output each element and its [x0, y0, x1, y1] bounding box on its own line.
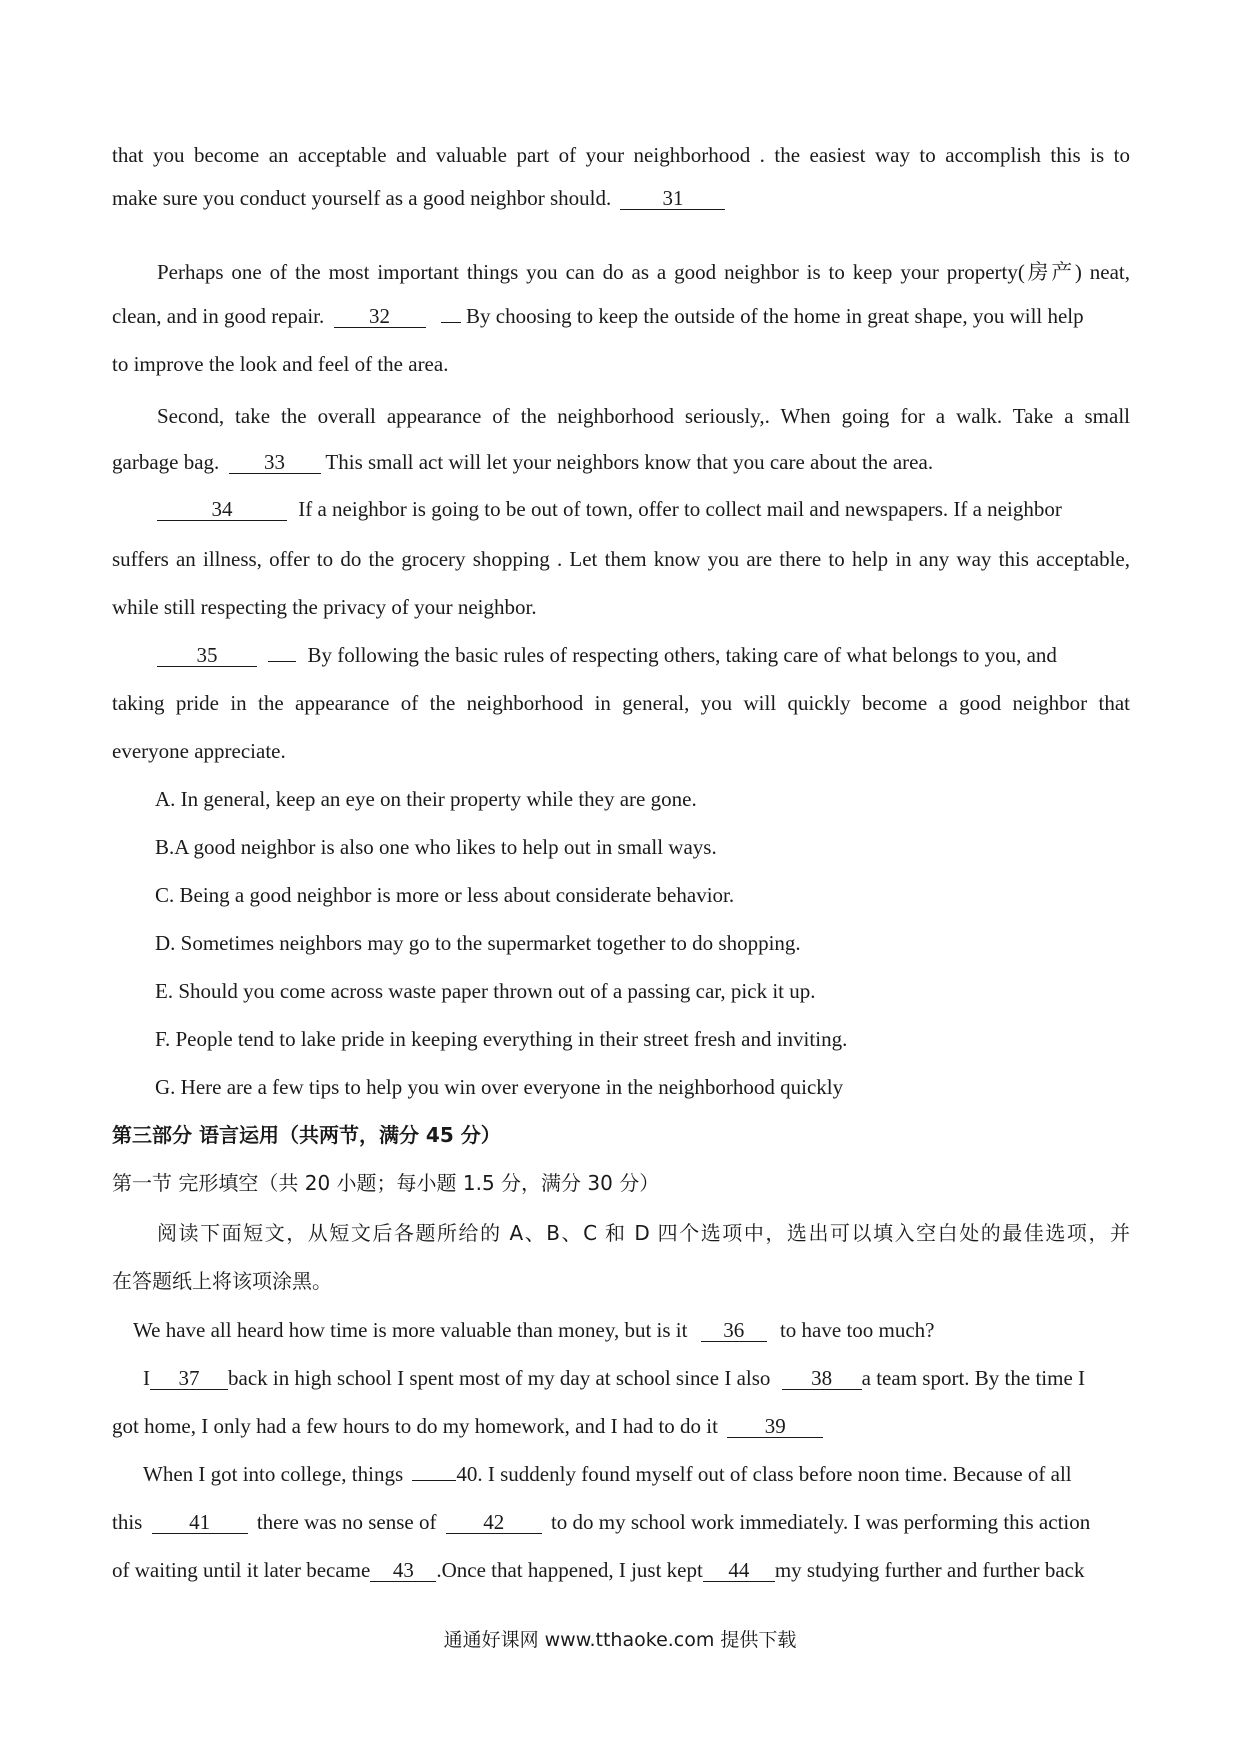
answer-blank-44: 44 [703, 1559, 775, 1582]
passage-line: everyone appreciate. [112, 739, 286, 763]
passage-line: to improve the look and feel of the area. [112, 352, 449, 376]
cloze-text: got home, I only had a few hours to do my homework, and I had to do it [112, 1414, 718, 1438]
cloze-line [112, 1508, 1130, 1536]
instructions-line: 阅读下面短文，从短文后各题所给的 A、B、C 和 D 四个选项中，选出可以填入空白处的最佳选项，并 [157, 1221, 1130, 1245]
passage-line [112, 448, 933, 476]
option-e: E. Should you come across waste paper thrown out of a passing car, pick it up. [155, 979, 816, 1003]
option-b: B.A good neighbor is also one who likes to help out in small ways. [155, 835, 717, 859]
cloze-text: my studying further and further back [774, 1558, 1085, 1582]
cloze-line [133, 1316, 935, 1344]
answer-blank-43: 43 [370, 1559, 436, 1582]
answer-blank-tail [441, 322, 461, 323]
cloze-line [112, 1412, 823, 1440]
part-heading: 第三部分 语言运用（共两节，满分 45 分） [112, 1123, 501, 1147]
option-g: G. Here are a few tips to help you win over everyone in the neighborhood quickly [155, 1075, 844, 1099]
answer-blank-tail [268, 661, 296, 662]
cloze-line [143, 1460, 1130, 1488]
cloze-text: We have all heard how time is more valuable than money, but is it [133, 1318, 688, 1342]
cloze-text: I [143, 1366, 150, 1390]
cloze-text: When I got into college, things [143, 1462, 404, 1486]
passage-line: that you become an acceptable and valuable part of your neighborhood . the easiest way to accomplish this is to [112, 143, 1130, 167]
answer-blank-38: 38 [782, 1367, 862, 1390]
answer-blank-39: 39 [727, 1415, 823, 1438]
answer-blank-34: 34 [157, 498, 287, 521]
passage-line: taking pride in the appearance of the neighborhood in general, you will quickly become a good neighbor that [112, 691, 1130, 715]
passage-text: make sure you conduct yourself as a good neighbor should. [112, 186, 612, 210]
option-c: C. Being a good neighbor is more or less about considerate behavior. [155, 883, 735, 907]
answer-blank-40 [412, 1480, 456, 1481]
answer-blank-35: 35 [157, 644, 257, 667]
passage-line [157, 495, 1130, 523]
passage-text: clean, and in good repair. [112, 304, 325, 328]
cloze-text: a team sport. By the time I [861, 1366, 1086, 1390]
passage-line: Perhaps one of the most important things you can do as a good neighbor is to keep your property(房产) neat, [157, 260, 1130, 284]
cloze-line [112, 1556, 1130, 1584]
section-heading: 第一节 完形填空（共 20 小题；每小题 1.5 分，满分 30 分） [112, 1171, 660, 1195]
answer-blank-37: 37 [150, 1367, 228, 1390]
cloze-text: to have too much? [779, 1318, 935, 1342]
passage-text: This small act will let your neighbors know that you care about the area. [325, 450, 934, 474]
cloze-text: to do my school work immediately. I was performing this action [550, 1510, 1091, 1534]
answer-blank-31: 31 [620, 187, 725, 210]
passage-text: By choosing to keep the outside of the home in great shape, you will help [466, 304, 1084, 328]
passage-text: If a neighbor is going to be out of town, offer to collect mail and newspapers. If a neighbor [298, 497, 1062, 521]
cloze-text: .Once that happened, I just kept [436, 1558, 703, 1582]
option-a: A. In general, keep an eye on their property while they are gone. [155, 787, 697, 811]
passage-line [112, 302, 1130, 330]
passage-line: while still respecting the privacy of your neighbor. [112, 595, 537, 619]
option-d: D. Sometimes neighbors may go to the supermarket together to do shopping. [155, 931, 801, 955]
answer-blank-41: 41 [152, 1511, 248, 1534]
passage-line: Second, take the overall appearance of the neighborhood seriously,. When going for a walk. Take a small [157, 404, 1130, 428]
passage-line [157, 641, 1130, 669]
cloze-text: this [112, 1510, 143, 1534]
page-footer: 通通好课网 www.tthaoke.com 提供下载 [443, 1629, 797, 1651]
option-f: F. People tend to lake pride in keeping everything in their street fresh and inviting. [155, 1027, 848, 1051]
passage-line [112, 184, 725, 212]
answer-blank-36: 36 [701, 1319, 767, 1342]
passage-text: garbage bag. [112, 450, 220, 474]
answer-blank-42: 42 [446, 1511, 542, 1534]
passage-text: By following the basic rules of respecting others, taking care of what belongs to you, and [307, 643, 1057, 667]
answer-blank-32: 32 [334, 305, 426, 328]
cloze-line [143, 1364, 1130, 1392]
passage-line: suffers an illness, offer to do the grocery shopping . Let them know you are there to help in any way this acceptable, [112, 547, 1130, 571]
cloze-text: back in high school I spent most of my day at school since I also [228, 1366, 771, 1390]
cloze-text: there was no sense of [256, 1510, 437, 1534]
cloze-text: 40. I suddenly found myself out of class before noon time. Because of all [456, 1462, 1072, 1486]
cloze-text: of waiting until it later became [112, 1558, 371, 1582]
answer-blank-33: 33 [229, 451, 321, 474]
instructions-line: 在答题纸上将该项涂黑。 [112, 1269, 332, 1293]
